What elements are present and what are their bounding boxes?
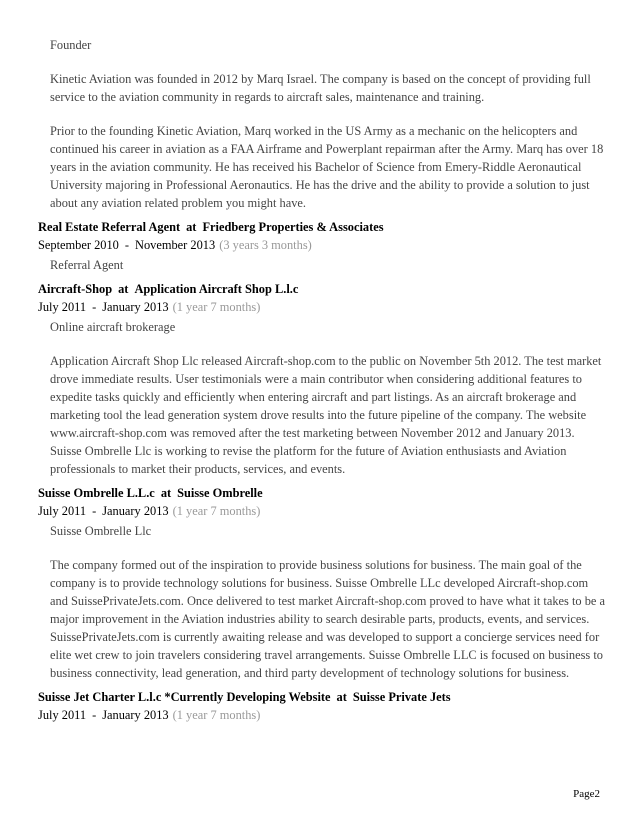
job-dates [38, 236, 606, 254]
job-duration: (1 year 7 months) [172, 504, 261, 518]
job-dates [38, 706, 606, 724]
job-description: Application Aircraft Shop Llc released Aircraft-shop.com to the public on November 5th 2012. The test market drove immediate results. User testimonials were a main contributor when considering additional features to expedite tasks quickly and efficiently when entering aircraft and part listings. As an aircraft brokerage and marketing tool the lead generation system drove results into the future pipeline of the company. The website www.aircraft-shop.com was removed after the test marketing between November 2012 and January 2013. Suisse Ombrelle Llc is working to revise the platform for the future of Aviation enthusiasts and Aviation professionals to market their products, services, and events. [50, 354, 602, 476]
job-at: at [160, 486, 172, 500]
job-company: Suisse Private Jets [352, 690, 451, 704]
job-title-line [38, 218, 606, 236]
job-company: Suisse Ombrelle [177, 486, 263, 500]
job-end: January 2013 [102, 300, 169, 314]
job-start: July 2011 [38, 708, 87, 722]
job-title-line [38, 484, 606, 502]
intro-role: Founder [50, 38, 92, 52]
job-date-sep: - [124, 238, 130, 252]
job-date-sep: - [92, 504, 97, 518]
intro-paragraph-2: Prior to the founding Kinetic Aviation, Marq worked in the US Army as a mechanic on the helicopters and continued his career in aviation as a FAA Airframe and Powerplant repairman after the Army. Marq has over 18 years in the aviation community. He has received his Bachelor of Science from Emery-Riddle Aeronautical University majoring in Professional Aeronautics. He has the drive and the ability to provide a solution to just about any aviation related problem you might have. [50, 124, 604, 210]
job-duration: (3 years 3 months) [219, 238, 312, 252]
job-end: November 2013 [135, 238, 216, 252]
job-entry [38, 484, 606, 682]
job-duration: (1 year 7 months) [172, 300, 261, 314]
job-subtitle: Suisse Ombrelle Llc [50, 524, 152, 538]
job-at: at [118, 282, 129, 296]
job-title: Suisse Ombrelle L.L.c [38, 486, 155, 500]
intro-paragraph-1: Kinetic Aviation was founded in 2012 by Marq Israel. The company is based on the concept of providing full service to the aviation community in regards to aircraft sales, maintenance and training. [50, 72, 591, 104]
job-start: July 2011 [38, 504, 87, 518]
job-end: January 2013 [102, 504, 169, 518]
job-title-line [38, 280, 606, 298]
job-title: Suisse Jet Charter L.l.c *Currently Developing Website [38, 690, 331, 704]
job-company: Application Aircraft Shop L.l.c [134, 282, 299, 296]
job-start: September 2010 [38, 238, 119, 252]
job-date-sep: - [92, 708, 97, 722]
job-date-sep: - [92, 300, 97, 314]
job-start: July 2011 [38, 300, 87, 314]
job-title: Aircraft-Shop [38, 282, 113, 296]
intro-section [50, 36, 606, 212]
job-at: at [336, 690, 347, 704]
job-title: Real Estate Referral Agent [38, 220, 181, 234]
job-description: The company formed out of the inspiration to provide business solutions for business. The main goal of the company is to provide technology solutions for business. Suisse Ombrelle LLc developed Aircraft-shop.com and SuissePrivateJets.com. Once delivered to test market Aircraft-shop.com proved to have what it takes to be a major improvement in the Aviation industries ability to search desirable parts, products, events, and services. SuissePrivateJets.com is currently awaiting release and was developed to support a concierge services need for elite wet crew to join travelers considering travel arrangements. Suisse Ombrelle LLC is focused on business to business connectivity, lead generation, and third party development of technology solutions for business. [50, 558, 606, 680]
job-dates [38, 298, 606, 316]
job-duration: (1 year 7 months) [172, 708, 261, 722]
job-entry [38, 218, 606, 274]
page-number: Page2 [573, 788, 600, 800]
job-subtitle: Online aircraft brokerage [50, 320, 176, 334]
job-entry [38, 280, 606, 478]
job-dates [38, 502, 606, 520]
job-title-line [38, 688, 606, 706]
job-entry [38, 688, 606, 724]
page-content [38, 36, 606, 724]
job-end: January 2013 [102, 708, 169, 722]
job-subtitle: Referral Agent [50, 258, 124, 272]
job-at: at [186, 220, 197, 234]
job-company: Friedberg Properties & Associates [202, 220, 384, 234]
